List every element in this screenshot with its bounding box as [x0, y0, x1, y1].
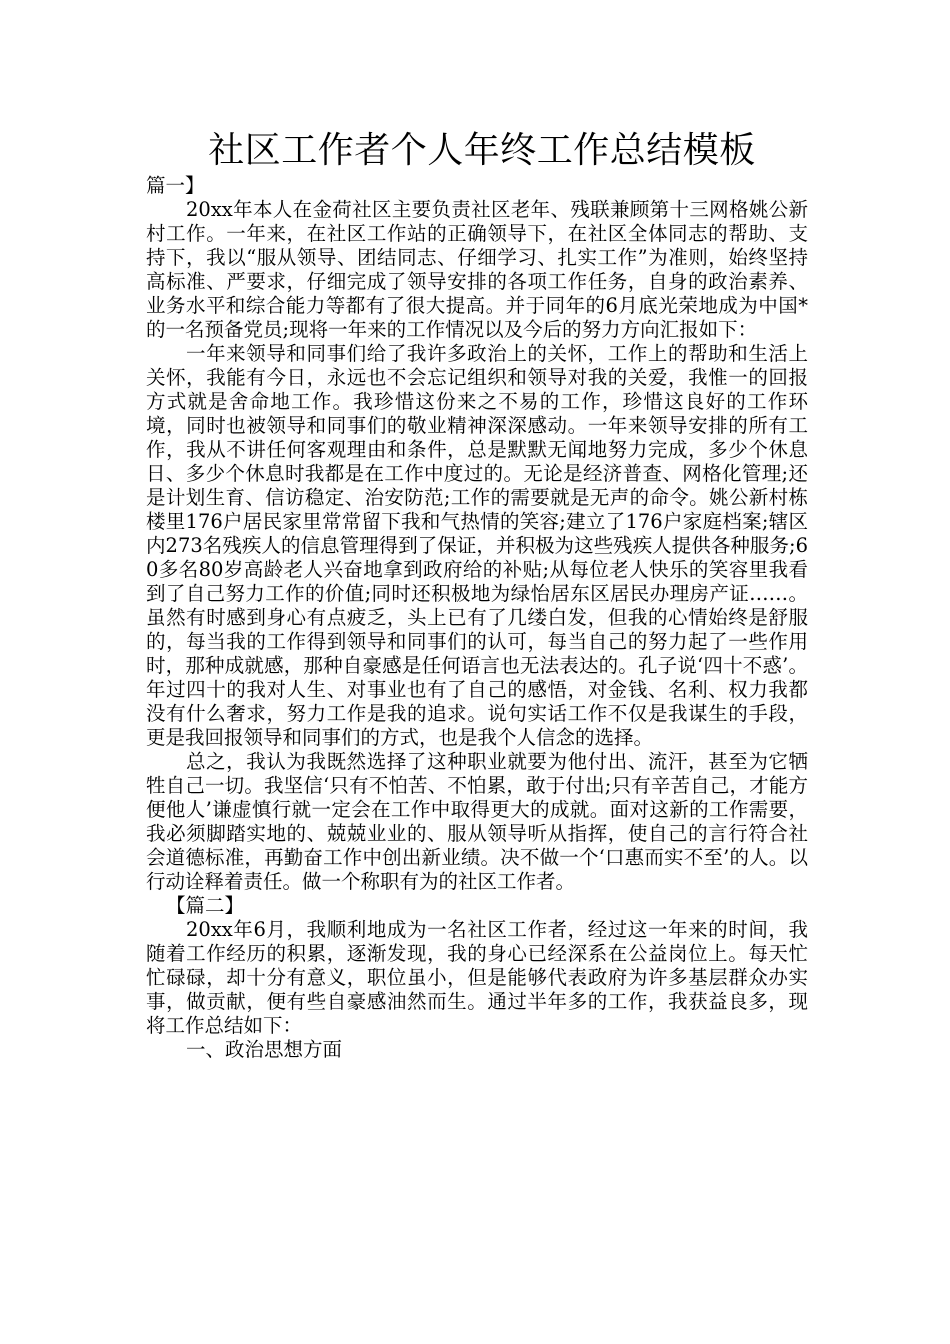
document-title: 社区工作者个人年终工作总结模板 — [208, 130, 756, 171]
subheading: 一、政治思想方面 — [186, 1038, 343, 1061]
paragraph: 总之，我认为我既然选择了这种职业就要为他付出、流汗，甚至为它牺牲自己一切。我坚信‘只有不怕苦、不怕累，敢于付出;只有辛苦自己，才能方便他人’谦虚慎行就一定会在工作中取得更大的成就。面对这新的工作需要，我必须脚踏实地的、兢兢业业的、服从领导听从指挥，使自己的言行符合社会道德标准，再勤奋工作中创出新业绩。决不做一个‘口惠而实不至’的人。以行动诠释着责任。做一个称职有为的社区工作者。 — [146, 750, 808, 893]
document-page — [146, 128, 808, 1062]
paragraph: 一年来领导和同事们给了我许多政治上的关怀，工作上的帮助和生活上关怀，我能有今日，永远也不会忘记组织和领导对我的关爱，我惟一的回报方式就是舍命地工作。我珍惜这份来之不易的工作，珍惜这良好的工作环境，同时也被领导和同事们的敬业精神深深感动。一年来领导安排的所有工作，我从不讲任何客观理由和条件，总是默默无闻地努力完成，多少个休息日、多少个休息时我都是在工作中度过的。无论是经济普查、网格化管理;还是计划生育、信访稳定、治安防范;工作的需要就是无声的命令。姚公新村栋楼里176户居民家里常常留下我和气热情的笑容;建立了176户家庭档案;辖区内273名残疾人的信息管理得到了保证，并积极为这些残疾人提供各种服务;60多名80岁高龄老人兴奋地拿到政府给的补贴;从每位老人快乐的笑容里我看到了自己努力工作的价值;同时还积极地为绿怡居东区居民办理房产证……。虽然有时感到身心有点疲乏，头上已有了几缕白发，但我的心情始终是舒服的，每当我的工作得到领导和同事们的认可，每当自己的努力起了一些作用时，那种成就感，那种自豪感是任何语言也无法表达的。孔子说‘四十不惑’。年过四十的我对人生、对事业也有了自己的感悟，对金钱、名利、权力我都没有什么奢求，努力工作是我的追求。说句实话工作不仅是我谋生的手段，更是我回报领导和同事们的方式，也是我个人信念的选择。 — [146, 342, 808, 749]
paragraph: 20xx年6月，我顺利地成为一名社区工作者，经过这一年来的时间，我随着工作经历的积累，逐渐发现，我的身心已经深系在公益岗位上。每天忙忙碌碌，却十分有意义，职位虽小，但是能够代表政府为许多基层群众办实事，做贡献，便有些自豪感油然而生。通过半年多的工作，我获益良多，现将工作总结如下： — [146, 918, 808, 1037]
section-heading-2: 【篇二】 — [166, 894, 245, 917]
section-heading-1: 篇一】 — [146, 174, 205, 197]
paragraph: 20xx年本人在金荷社区主要负责社区老年、残联兼顾第十三网格姚公新村工作。一年来，在社区工作站的正确领导下，在社区全体同志的帮助、支持下，我以“服从领导、团结同志、仔细学习、扎实工作”为准则，始终坚持高标准、严要求，仔细完成了领导安排的各项工作任务，自身的政治素养、业务水平和综合能力等都有了很大提高。并于同年的6月底光荣地成为中国*的一名预备党员;现将一年来的工作情况以及今后的努力方向汇报如下： — [146, 198, 808, 341]
